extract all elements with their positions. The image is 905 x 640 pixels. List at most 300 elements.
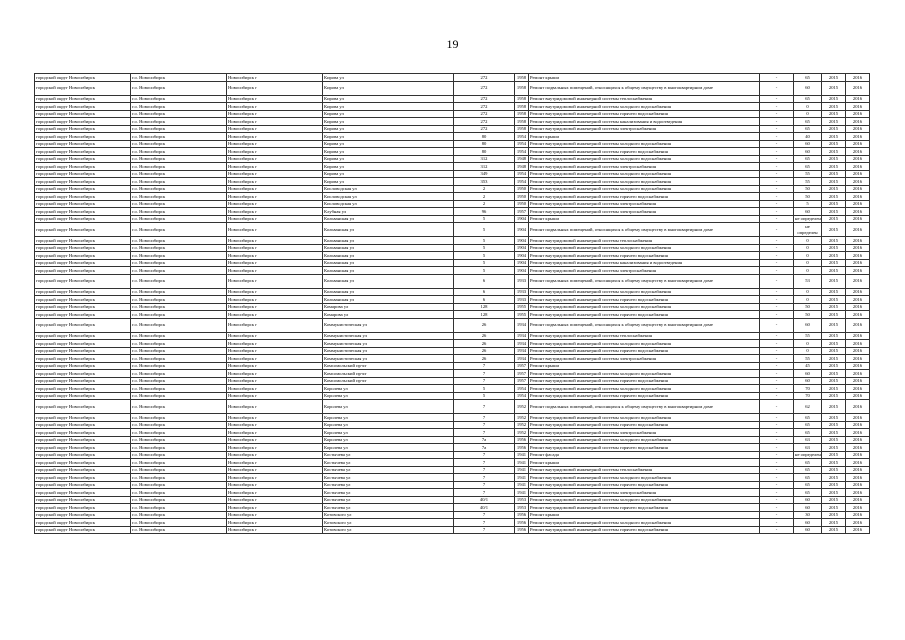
cell-year: 1958 [515, 95, 529, 103]
cell-wear-percent: 65 [794, 414, 822, 422]
cell-house: 26 [454, 332, 515, 340]
cell-year-to: 2016 [846, 288, 870, 296]
cell-settlement: г.о. Новосибирск [131, 347, 227, 355]
cell-year-from: 2015 [822, 178, 846, 186]
cell-settlement: г.о. Новосибирск [131, 414, 227, 422]
cell-city: Новосибирск г [227, 170, 323, 178]
cell-settlement: г.о. Новосибирск [131, 118, 227, 126]
cell-year-to: 2016 [846, 303, 870, 311]
cell-year-to: 2016 [846, 414, 870, 422]
cell-municipality: городской округ Новосибирск [35, 340, 131, 348]
cell-house: 7 [454, 481, 515, 489]
cell-municipality: городской округ Новосибирск [35, 414, 131, 422]
cell-year: 1958 [515, 103, 529, 111]
cell-year: 1954 [515, 140, 529, 148]
cell-city: Новосибирск г [227, 215, 323, 223]
cell-work-type: Ремонт крыши [529, 362, 760, 370]
cell-year-to: 2016 [846, 332, 870, 340]
cell-year-to: 2016 [846, 193, 870, 201]
cell-year: 1953 [515, 504, 529, 512]
cell-year-to: 2016 [846, 444, 870, 452]
cell-wear-percent: 60 [794, 377, 822, 385]
cell-year-from: 2015 [822, 95, 846, 103]
cell-year: 1952 [515, 421, 529, 429]
cell-year: 1941 [515, 466, 529, 474]
cell-house: 5 [454, 392, 515, 400]
cell-settlement: г.о. Новосибирск [131, 178, 227, 186]
cell-year-to: 2016 [846, 318, 870, 332]
cell-street: Королева ул [323, 429, 454, 437]
cell-year-from: 2015 [822, 519, 846, 527]
cell-year: 1954 [515, 392, 529, 400]
cell-year-to: 2016 [846, 385, 870, 393]
cell-city: Новосибирск г [227, 459, 323, 467]
table-row [35, 474, 870, 482]
cell-street: Комсомольский пр-кт [323, 377, 454, 385]
cell-work-type: Ремонт внутридомовой инженерной системы холодного водоснабжения [529, 519, 760, 527]
cell-year-from: 2015 [822, 459, 846, 467]
table-row [35, 511, 870, 519]
cell-house: 26 [454, 318, 515, 332]
table-row [35, 223, 870, 237]
cell-settlement: г.о. Новосибирск [131, 81, 227, 95]
cell-year-to: 2016 [846, 392, 870, 400]
cell-year-from: 2015 [822, 215, 846, 223]
cell-street: Кольванская ул [323, 267, 454, 275]
cell-year: 1934 [515, 332, 529, 340]
cell-year-to: 2016 [846, 140, 870, 148]
cell-year: 1904 [515, 267, 529, 275]
cell-work-type: Ремонт внутридомовой инженерной системы горячего водоснабжения [529, 110, 760, 118]
cell-settlement: г.о. Новосибирск [131, 288, 227, 296]
cell-year: 1941 [515, 489, 529, 497]
cell-house: 353 [454, 178, 515, 186]
cell-wear-percent: 65 [794, 118, 822, 126]
cell-year: 1934 [515, 318, 529, 332]
cell-dash: - [760, 385, 794, 393]
cell-city: Новосибирск г [227, 526, 323, 534]
table-row [35, 526, 870, 534]
cell-municipality: городской округ Новосибирск [35, 140, 131, 148]
cell-year-to: 2016 [846, 103, 870, 111]
repair-schedule-table [34, 73, 870, 534]
table-row [35, 385, 870, 393]
cell-year-to: 2016 [846, 355, 870, 363]
cell-wear-percent: 65 [794, 125, 822, 133]
cell-year-to: 2016 [846, 208, 870, 216]
cell-year-from: 2015 [822, 125, 846, 133]
cell-work-type: Ремонт подвальных помещений, относящихся к общему имуществу в многоквартирном доме [529, 400, 760, 414]
cell-municipality: городской округ Новосибирск [35, 110, 131, 118]
cell-wear-percent: 50 [794, 193, 822, 201]
cell-city: Новосибирск г [227, 125, 323, 133]
cell-work-type: Ремонт внутридомовой инженерной системы горячего водоснабжения [529, 252, 760, 260]
cell-year-from: 2015 [822, 140, 846, 148]
cell-settlement: г.о. Новосибирск [131, 451, 227, 459]
cell-municipality: городской округ Новосибирск [35, 267, 131, 275]
cell-dash: - [760, 444, 794, 452]
table-row [35, 347, 870, 355]
cell-house: 7 [454, 421, 515, 429]
cell-year-to: 2016 [846, 170, 870, 178]
cell-street: Комарова ул [323, 311, 454, 319]
cell-year-to: 2016 [846, 259, 870, 267]
cell-year-from: 2015 [822, 133, 846, 141]
cell-year: 1954 [515, 178, 529, 186]
cell-year-from: 2015 [822, 274, 846, 288]
table-row [35, 414, 870, 422]
cell-work-type: Ремонт внутридомовой инженерной системы горячего водоснабжения [529, 526, 760, 534]
cell-year: 1941 [515, 481, 529, 489]
cell-year-from: 2015 [822, 370, 846, 378]
cell-city: Новосибирск г [227, 74, 323, 82]
cell-year-from: 2015 [822, 385, 846, 393]
cell-wear-percent: 0 [794, 288, 822, 296]
cell-city: Новосибирск г [227, 451, 323, 459]
table-row [35, 274, 870, 288]
cell-settlement: г.о. Новосибирск [131, 504, 227, 512]
cell-dash: - [760, 223, 794, 237]
cell-city: Новосибирск г [227, 385, 323, 393]
cell-year: 1952 [515, 400, 529, 414]
cell-city: Новосибирск г [227, 296, 323, 304]
cell-year-from: 2015 [822, 193, 846, 201]
cell-settlement: г.о. Новосибирск [131, 74, 227, 82]
cell-dash: - [760, 74, 794, 82]
cell-year-from: 2015 [822, 288, 846, 296]
cell-settlement: г.о. Новосибирск [131, 223, 227, 237]
cell-municipality: городской округ Новосибирск [35, 481, 131, 489]
cell-year: 1957 [515, 377, 529, 385]
cell-work-type: Ремонт внутридомовой инженерной системы холодного водоснабжения [529, 288, 760, 296]
cell-work-type: Ремонт внутридомовой инженерной системы электроснабжения [529, 125, 760, 133]
cell-street: Королева ул [323, 421, 454, 429]
cell-municipality: городской округ Новосибирск [35, 421, 131, 429]
cell-year-from: 2015 [822, 362, 846, 370]
table-row [35, 296, 870, 304]
cell-year-to: 2016 [846, 267, 870, 275]
cell-year: 1941 [515, 474, 529, 482]
table-row [35, 244, 870, 252]
cell-city: Новосибирск г [227, 208, 323, 216]
cell-year-from: 2015 [822, 155, 846, 163]
cell-year-from: 2015 [822, 511, 846, 519]
cell-house: 272 [454, 74, 515, 82]
cell-street: Костычева ул [323, 481, 454, 489]
cell-work-type: Ремонт внутридомовой инженерной системы холодного водоснабжения [529, 436, 760, 444]
cell-city: Новосибирск г [227, 429, 323, 437]
cell-year: 1904 [515, 215, 529, 223]
cell-municipality: городской округ Новосибирск [35, 237, 131, 245]
cell-house: 40/1 [454, 504, 515, 512]
table-row [35, 95, 870, 103]
cell-year-from: 2015 [822, 504, 846, 512]
cell-work-type: Ремонт крыши [529, 459, 760, 467]
table-body [35, 74, 870, 534]
cell-dash: - [760, 274, 794, 288]
cell-municipality: городской округ Новосибирск [35, 103, 131, 111]
cell-house: 7 [454, 400, 515, 414]
cell-house: 272 [454, 103, 515, 111]
cell-year-from: 2015 [822, 118, 846, 126]
cell-municipality: городской округ Новосибирск [35, 466, 131, 474]
cell-street: Королева ул [323, 385, 454, 393]
cell-house: 26 [454, 347, 515, 355]
cell-house: 7 [454, 526, 515, 534]
cell-year: 1933 [515, 288, 529, 296]
cell-work-type: Ремонт внутридомовой инженерной системы горячего водоснабжения [529, 377, 760, 385]
cell-year-from: 2015 [822, 377, 846, 385]
cell-year-from: 2015 [822, 496, 846, 504]
cell-dash: - [760, 193, 794, 201]
cell-year-to: 2016 [846, 118, 870, 126]
table-row [35, 489, 870, 497]
cell-dash: - [760, 414, 794, 422]
cell-settlement: г.о. Новосибирск [131, 526, 227, 534]
cell-house: 5 [454, 259, 515, 267]
cell-year-from: 2015 [822, 451, 846, 459]
cell-settlement: г.о. Новосибирск [131, 466, 227, 474]
cell-work-type: Ремонт крыши [529, 215, 760, 223]
cell-year-from: 2015 [822, 400, 846, 414]
cell-city: Новосибирск г [227, 340, 323, 348]
cell-wear-percent: 50 [794, 303, 822, 311]
cell-city: Новосибирск г [227, 148, 323, 156]
cell-city: Новосибирск г [227, 474, 323, 482]
cell-year-to: 2016 [846, 481, 870, 489]
cell-street: Кольванская ул [323, 215, 454, 223]
cell-work-type: Ремонт внутридомовой инженерной системы канализования и водоотведения [529, 259, 760, 267]
cell-house: 7а [454, 444, 515, 452]
cell-municipality: городской округ Новосибирск [35, 118, 131, 126]
cell-house: 7 [454, 519, 515, 527]
table-row [35, 429, 870, 437]
cell-year: 1952 [515, 414, 529, 422]
cell-street: Королева ул [323, 444, 454, 452]
cell-house: 96 [454, 208, 515, 216]
cell-year-from: 2015 [822, 474, 846, 482]
cell-street: Кирова ул [323, 163, 454, 171]
cell-year: 1950 [515, 200, 529, 208]
cell-work-type: Ремонт внутридомовой инженерной системы теплоснабжения [529, 332, 760, 340]
cell-year-from: 2015 [822, 414, 846, 422]
table-row [35, 200, 870, 208]
cell-city: Новосибирск г [227, 496, 323, 504]
cell-wear-percent: 0 [794, 103, 822, 111]
cell-wear-percent: 40 [794, 133, 822, 141]
cell-work-type: Ремонт внутридомовой инженерной системы горячего водоснабжения [529, 481, 760, 489]
cell-year: 1955 [515, 311, 529, 319]
cell-city: Новосибирск г [227, 178, 323, 186]
cell-city: Новосибирск г [227, 318, 323, 332]
cell-work-type: Ремонт внутридомовой инженерной системы горячего водоснабжения [529, 504, 760, 512]
cell-wear-percent: 0 [794, 267, 822, 275]
cell-wear-percent: 63 [794, 444, 822, 452]
cell-settlement: г.о. Новосибирск [131, 200, 227, 208]
cell-house: 312 [454, 163, 515, 171]
table-row [35, 185, 870, 193]
cell-year: 1904 [515, 223, 529, 237]
cell-year-to: 2016 [846, 400, 870, 414]
cell-house: 7 [454, 451, 515, 459]
table-row [35, 355, 870, 363]
cell-year: 1953 [515, 496, 529, 504]
table-row [35, 362, 870, 370]
cell-year-to: 2016 [846, 347, 870, 355]
cell-dash: - [760, 81, 794, 95]
table-row [35, 459, 870, 467]
cell-year-to: 2016 [846, 178, 870, 186]
cell-house: 5 [454, 237, 515, 245]
cell-street: Костычева ул [323, 451, 454, 459]
cell-dash: - [760, 340, 794, 348]
cell-city: Новосибирск г [227, 466, 323, 474]
cell-city: Новосибирск г [227, 504, 323, 512]
cell-work-type: Ремонт внутридомовой инженерной системы холодного водоснабжения [529, 178, 760, 186]
cell-city: Новосибирск г [227, 332, 323, 340]
cell-year-to: 2016 [846, 252, 870, 260]
cell-work-type: Ремонт внутридомовой инженерной системы холодного водоснабжения [529, 244, 760, 252]
cell-municipality: городской округ Новосибирск [35, 400, 131, 414]
cell-house: 26 [454, 355, 515, 363]
cell-year-to: 2016 [846, 474, 870, 482]
cell-settlement: г.о. Новосибирск [131, 237, 227, 245]
cell-work-type: Ремонт внутридомовой инженерной системы горячего водоснабжения [529, 347, 760, 355]
cell-dash: - [760, 170, 794, 178]
cell-year-from: 2015 [822, 429, 846, 437]
cell-year-to: 2016 [846, 340, 870, 348]
cell-year-from: 2015 [822, 170, 846, 178]
cell-wear-percent: 50 [794, 185, 822, 193]
cell-city: Новосибирск г [227, 244, 323, 252]
table-row [35, 318, 870, 332]
cell-wear-percent: 55 [794, 332, 822, 340]
cell-wear-percent: 65 [794, 429, 822, 437]
cell-city: Новосибирск г [227, 311, 323, 319]
table-row [35, 332, 870, 340]
cell-dash: - [760, 362, 794, 370]
cell-city: Новосибирск г [227, 81, 323, 95]
cell-house: 272 [454, 81, 515, 95]
table-row [35, 252, 870, 260]
cell-year: 1948 [515, 163, 529, 171]
cell-year-to: 2016 [846, 451, 870, 459]
cell-work-type: Ремонт внутридомовой инженерной системы горячего водоснабжения [529, 392, 760, 400]
cell-wear-percent: 65 [794, 95, 822, 103]
table-row [35, 193, 870, 201]
cell-city: Новосибирск г [227, 288, 323, 296]
cell-municipality: городской округ Новосибирск [35, 74, 131, 82]
table-row [35, 377, 870, 385]
table-row [35, 81, 870, 95]
cell-year-to: 2016 [846, 362, 870, 370]
cell-city: Новосибирск г [227, 362, 323, 370]
cell-municipality: городской округ Новосибирск [35, 303, 131, 311]
cell-municipality: городской округ Новосибирск [35, 347, 131, 355]
cell-municipality: городской округ Новосибирск [35, 355, 131, 363]
cell-dash: - [760, 421, 794, 429]
cell-year-from: 2015 [822, 208, 846, 216]
cell-wear-percent: 60 [794, 140, 822, 148]
cell-street: Кирова ул [323, 178, 454, 186]
table-row [35, 303, 870, 311]
cell-settlement: г.о. Новосибирск [131, 95, 227, 103]
cell-year-from: 2015 [822, 259, 846, 267]
cell-municipality: городской округ Новосибирск [35, 155, 131, 163]
cell-year-to: 2016 [846, 274, 870, 288]
cell-settlement: г.о. Новосибирск [131, 215, 227, 223]
cell-house: 6 [454, 296, 515, 304]
cell-house: 349 [454, 170, 515, 178]
cell-settlement: г.о. Новосибирск [131, 110, 227, 118]
cell-house: 7 [454, 414, 515, 422]
table-row [35, 370, 870, 378]
cell-work-type: Ремонт внутридомовой инженерной системы холодного водоснабжения [529, 385, 760, 393]
cell-year: 1958 [515, 110, 529, 118]
cell-year-to: 2016 [846, 377, 870, 385]
cell-year-to: 2016 [846, 200, 870, 208]
cell-street: Кольванская ул [323, 223, 454, 237]
cell-municipality: городской округ Новосибирск [35, 526, 131, 534]
cell-municipality: городской округ Новосибирск [35, 288, 131, 296]
cell-municipality: городской округ Новосибирск [35, 259, 131, 267]
cell-work-type: Ремонт подвальных помещений, относящихся к общему имуществу в многоквартирном доме [529, 318, 760, 332]
cell-city: Новосибирск г [227, 110, 323, 118]
cell-street: Кольванская ул [323, 288, 454, 296]
cell-year-from: 2015 [822, 81, 846, 95]
cell-year-from: 2015 [822, 340, 846, 348]
cell-street: Костычева ул [323, 466, 454, 474]
cell-wear-percent: 63 [794, 436, 822, 444]
cell-work-type: Ремонт внутридомовой инженерной системы горячего водоснабжения [529, 148, 760, 156]
cell-wear-percent: 65 [794, 163, 822, 171]
cell-dash: - [760, 267, 794, 275]
cell-city: Новосибирск г [227, 237, 323, 245]
cell-municipality: городской округ Новосибирск [35, 81, 131, 95]
cell-municipality: городской округ Новосибирск [35, 274, 131, 288]
cell-street: Кирова ул [323, 118, 454, 126]
cell-street: Костычева ул [323, 496, 454, 504]
cell-city: Новосибирск г [227, 267, 323, 275]
cell-wear-percent: не определен [794, 223, 822, 237]
cell-settlement: г.о. Новосибирск [131, 208, 227, 216]
cell-city: Новосибирск г [227, 103, 323, 111]
cell-wear-percent: 65 [794, 481, 822, 489]
cell-settlement: г.о. Новосибирск [131, 392, 227, 400]
cell-street: Кирова ул [323, 140, 454, 148]
cell-house: 312 [454, 155, 515, 163]
cell-city: Новосибирск г [227, 414, 323, 422]
cell-year-to: 2016 [846, 436, 870, 444]
cell-settlement: г.о. Новосибирск [131, 170, 227, 178]
cell-street: Кирова ул [323, 81, 454, 95]
cell-dash: - [760, 215, 794, 223]
cell-street: Костычева ул [323, 459, 454, 467]
cell-year-to: 2016 [846, 163, 870, 171]
cell-work-type: Ремонт внутридомовой инженерной системы холодного водоснабжения [529, 170, 760, 178]
table-row [35, 436, 870, 444]
table-row [35, 103, 870, 111]
cell-wear-percent: 60 [794, 526, 822, 534]
cell-year: 1954 [515, 148, 529, 156]
cell-wear-percent: 5 [794, 200, 822, 208]
cell-year: 1955 [515, 303, 529, 311]
cell-wear-percent: 65 [794, 421, 822, 429]
cell-city: Новосибирск г [227, 511, 323, 519]
cell-work-type: Ремонт внутридомовой инженерной системы электроснабжения [529, 163, 760, 171]
table-row [35, 125, 870, 133]
cell-dash: - [760, 303, 794, 311]
